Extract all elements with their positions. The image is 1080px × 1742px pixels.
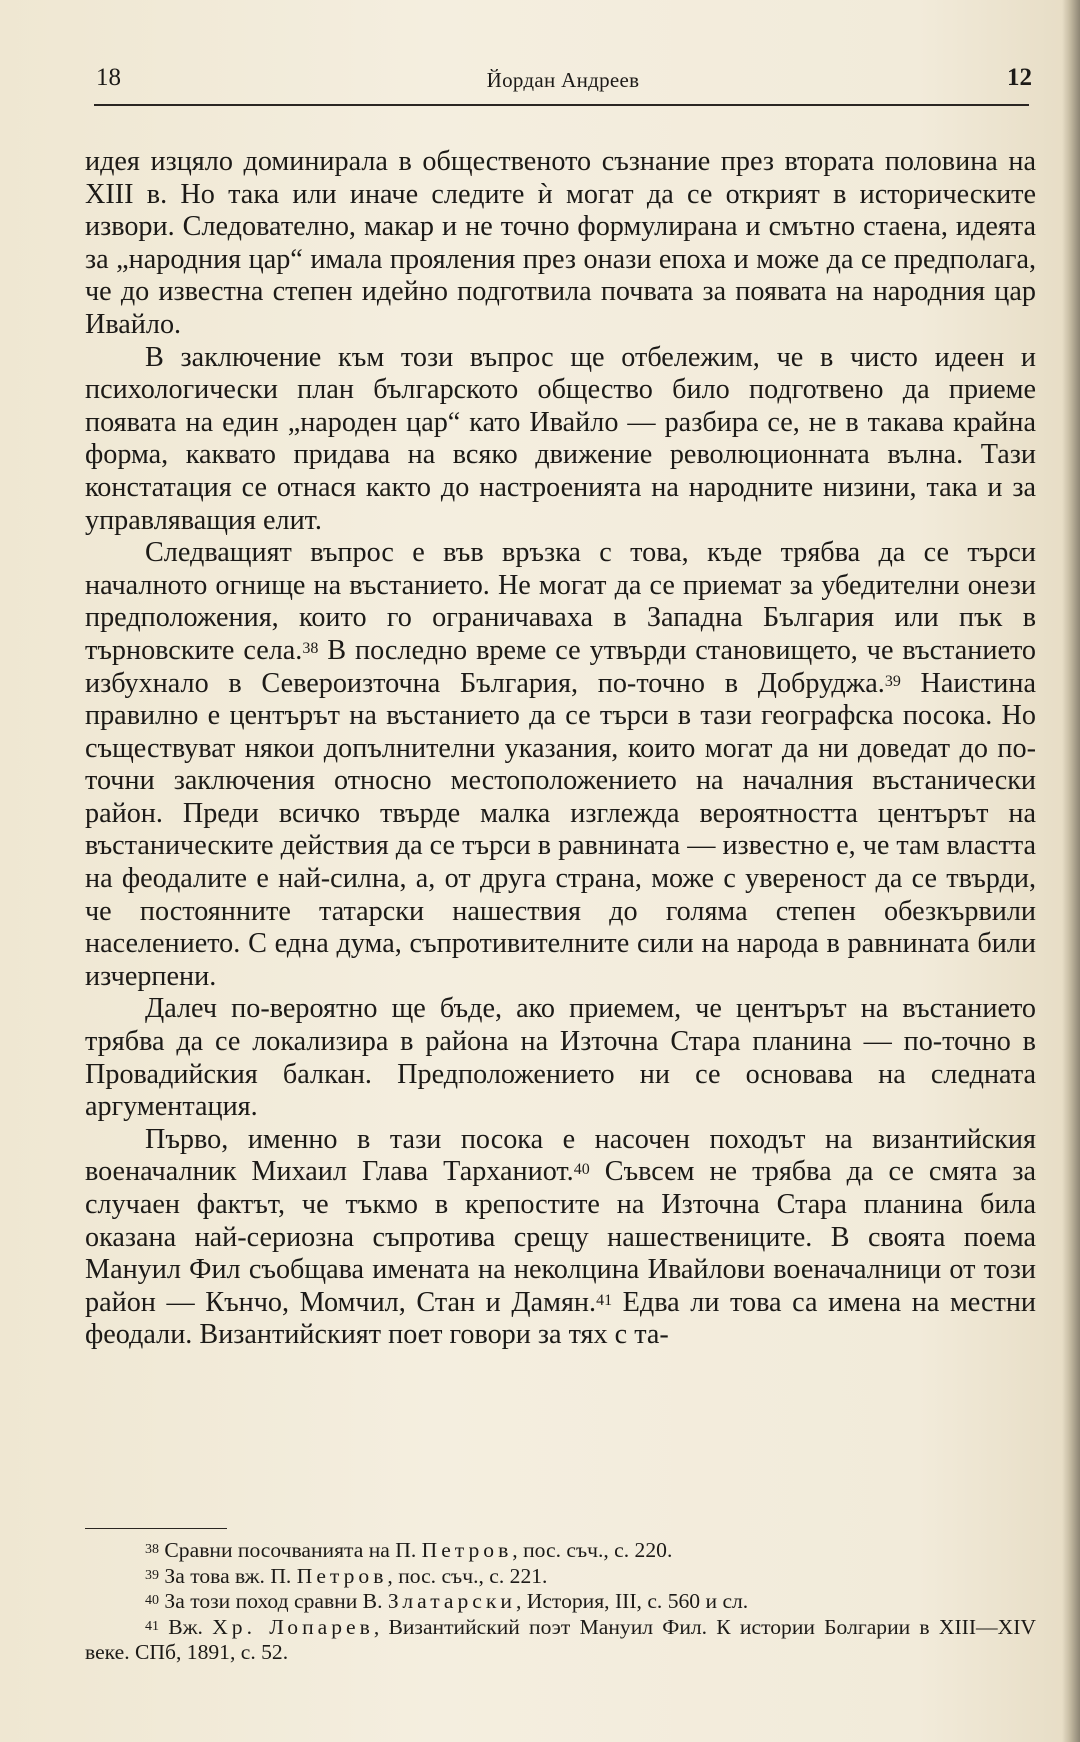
author-name: Златарски — [387, 1589, 516, 1613]
footnotes — [85, 1538, 1036, 1666]
footnote-text: За това вж. П. — [164, 1563, 297, 1588]
running-header — [94, 60, 1032, 100]
paragraph — [85, 1124, 1036, 1352]
footnote-text: , История, III, с. 560 и сл. — [515, 1589, 749, 1613]
section-number: 12 — [1007, 64, 1032, 91]
footnote — [85, 1615, 1036, 1666]
footnote-rule — [85, 1528, 227, 1529]
text-run: Първо, именно в тази посока е насочен походът на византийския военачалник Михаил Глава Тарханиот. — [85, 1123, 1036, 1188]
paragraph: идея изцяло доминирала в общественото съзнание през втората половина на XIII в. Но така или иначе следите ѝ могат да се открият в историческите извори. Следователно, макар и не точно формулирана и смътно стаена, идеята за „народния цар“ имала прояления през онази епоха и може да се предполага, че до известна степен идейно подготвила почвата за появата на народния цар Ивайло. — [85, 146, 1036, 340]
paragraph — [85, 537, 1036, 993]
footnote-ref: 38 — [302, 639, 319, 657]
text-run: Едва ли това са имена на местни феодали. Византийският поет говори за тях с та- — [85, 1286, 1036, 1351]
running-title: Йордан Андреев — [486, 68, 640, 92]
author-name: Петров — [296, 1563, 388, 1588]
text-run: В последно време се утвърди становището, че въстанието избухнало в Североизточна България, по-точно в Добруджа. — [85, 634, 1036, 699]
author-name: Петров — [421, 1538, 513, 1562]
text-run: Съвсем не трябва да се смята за случаен фактът, че тъкмо в крепостите на Източна Стара планина била оказана най-сериозна съпротива срещу нашествениците. В своята поема Мануил Фил съобщава имената на неколцина Ивайлови военачалници от този район — Кънчо, Момчил, Стан и Дамян. — [85, 1156, 1037, 1318]
footnote-text: Сравни посочванията на П. — [164, 1538, 422, 1562]
footnote-text: , пос. съч., с. 220. — [512, 1538, 673, 1562]
text-run: Наистина правилно е центърът на въстанието да се търси в тази географска посока. Но съществуват някои допълнителни указания, които могат да ни доведат до по-точни заключения относно местоположението на началния въстанически район. Преди всичко твърде малка изглежда вероятността центърът на въстаническите действия да се търси в равнината — известно е, че там властта на феодалите е най-силна, а, от друга страна, може с увереност да се твърди, че постоянните татарски нашествия до голяма степен обезкървили населението. С една дума, съпротивителните сили на народа в равнината били изчерпени. — [85, 667, 1037, 992]
text-run: Следващият въпрос е във връзка с това, къде трябва да се търси началното огнище на въстанието. Не могат да се приемат за убедителни онези предположения, които го ограничаваха в Западна България или пък в търновските села. — [85, 537, 1036, 666]
main-text — [85, 146, 1036, 1352]
page-number: 18 — [96, 64, 121, 91]
footnote-number: 41 — [145, 1618, 159, 1634]
footnote-text: , пос. съч., с. 221. — [387, 1563, 548, 1588]
footnote-ref: 40 — [573, 1161, 590, 1179]
footnote-ref: 39 — [884, 672, 901, 690]
footnote-text: Вж. — [168, 1614, 213, 1639]
footnote-text: За този поход сравни В. — [164, 1589, 388, 1613]
paragraph: Далеч по-вероятно ще бъде, ако приемем, че центърът на въстанието трябва да се локализира в района на Източна Стара планина — по-точно в Провадийския балкан. Предположението ни се основава на следната аргументация. — [85, 993, 1036, 1123]
header-rule — [94, 104, 1029, 106]
footnote-number: 38 — [145, 1542, 159, 1557]
footnote-number: 40 — [145, 1593, 159, 1608]
paragraph: В заключение към този въпрос ще отбележим, че в чисто идеен и психологически план българското общество било подготвено да приеме появата на един „народен цар“ като Ивайло — разбира се, не в такава крайна форма, каквато придава на всяко движение революционната вълна. Тази констатация се отнася както до настроенията на народните низини, така и за управляващия елит. — [85, 341, 1036, 536]
footnote — [85, 1589, 1036, 1615]
footnote-text: , Византийский поэт Мануил Фил. К истории Болгарии в XIII—XIV веке. СПб, 1891, с. 52. — [85, 1614, 1036, 1664]
page-edge-shadow — [1062, 0, 1080, 1742]
footnote — [85, 1564, 1036, 1590]
footnote-number: 39 — [145, 1567, 159, 1583]
footnote — [85, 1538, 1036, 1564]
footnote-ref: 41 — [596, 1291, 613, 1309]
author-name: Хр. Лопарев — [212, 1614, 374, 1639]
